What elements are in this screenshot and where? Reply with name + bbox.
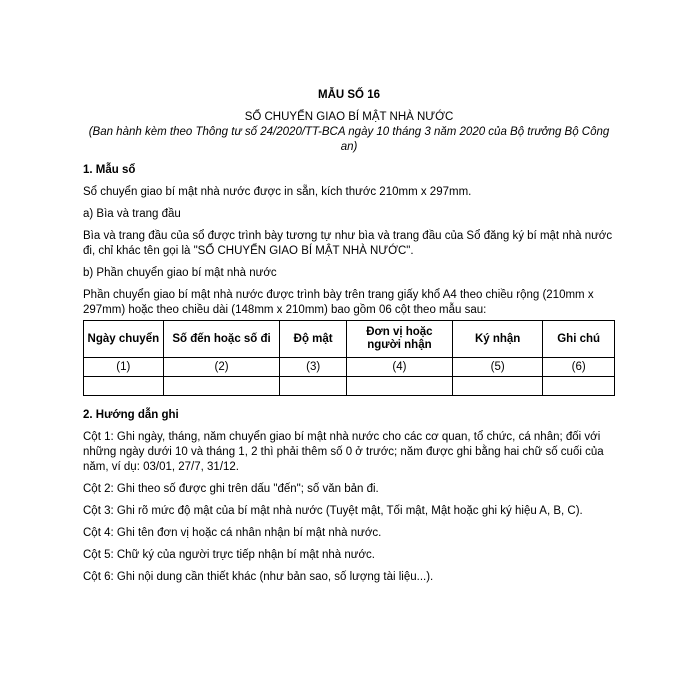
part-a-label: a) Bìa và trang đầu bbox=[83, 208, 181, 220]
table-number-cell: (1) bbox=[84, 358, 164, 377]
section1-heading: 1. Mẫu sổ bbox=[83, 164, 136, 176]
table-header-cell: Độ mật bbox=[280, 321, 346, 358]
table-number-cell: (4) bbox=[346, 358, 452, 377]
table-number-cell: (2) bbox=[163, 358, 280, 377]
document-title: SỔ CHUYỂN GIAO BÍ MẬT NHÀ NƯỚC bbox=[244, 111, 454, 123]
table-header-cell: Ngày chuyển bbox=[84, 321, 164, 358]
column-instruction: Cột 4: Ghi tên đơn vị hoặc cá nhân nhận bí mật nhà nước. bbox=[83, 527, 382, 539]
table-number-cell: (3) bbox=[280, 358, 346, 377]
table-blank-cell bbox=[84, 377, 164, 396]
table-blank-cell bbox=[453, 377, 543, 396]
table-header-cell: Ký nhận bbox=[453, 321, 543, 358]
part-b-label: b) Phần chuyển giao bí mật nhà nước bbox=[83, 267, 277, 279]
table-number-row bbox=[84, 358, 615, 377]
table-header-cell: Ghi chú bbox=[543, 321, 615, 358]
section2-heading: 2. Hướng dẫn ghi bbox=[83, 409, 179, 421]
document-page bbox=[83, 88, 615, 592]
part-a-text: Bìa và trang đầu của sổ được trình bày tương tự như bìa và trang đầu của Sổ đăng ký bí mật nhà nước đi, chỉ khác tên gọi là "SỔ CHUYỂN GIAO BÍ MẬT NHÀ NƯỚC". bbox=[83, 230, 613, 257]
column-instruction: Cột 3: Ghi rõ mức độ mật của bí mật nhà nước (Tuyệt mật, Tối mật, Mật hoặc ghi ký hiệu A, B, C). bbox=[83, 505, 583, 517]
part-b-text: Phần chuyển giao bí mật nhà nước được trình bày trên trang giấy khổ A4 theo chiều rộng (210mm x 297mm) hoặc theo chiều dài (148mm x 210mm) bao gồm 06 cột theo mẫu sau: bbox=[83, 289, 594, 316]
table-blank-cell bbox=[543, 377, 615, 396]
section1-intro: Sổ chuyển giao bí mật nhà nước được in sẵn, kích thước 210mm x 297mm. bbox=[83, 186, 472, 198]
table-blank-row bbox=[84, 377, 615, 396]
table-blank-cell bbox=[346, 377, 452, 396]
column-instruction: Cột 6: Ghi nội dung cần thiết khác (như bản sao, số lượng tài liệu...). bbox=[83, 571, 434, 583]
table-header-row bbox=[84, 321, 615, 358]
form-number: MẪU SỐ 16 bbox=[318, 89, 380, 101]
table-header-cell: Số đến hoặc số đi bbox=[163, 321, 280, 358]
table-number-cell: (5) bbox=[453, 358, 543, 377]
table-blank-cell bbox=[163, 377, 280, 396]
column-instruction: Cột 5: Chữ ký của người trực tiếp nhận bí mật nhà nước. bbox=[83, 549, 375, 561]
table-blank-cell bbox=[280, 377, 346, 396]
table-number-cell: (6) bbox=[543, 358, 615, 377]
document-subtitle: (Ban hành kèm theo Thông tư số 24/2020/TT-BCA ngày 10 tháng 3 năm 2020 của Bộ trưởng Bộ Công an) bbox=[88, 126, 610, 153]
column-instruction: Cột 2: Ghi theo số được ghi trên dấu "đến"; số văn bản đi. bbox=[83, 483, 379, 495]
table-header-cell: Đơn vị hoặc người nhận bbox=[346, 321, 452, 358]
column-instruction: Cột 1: Ghi ngày, tháng, năm chuyển giao bí mật nhà nước cho các cơ quan, tổ chức, cá nhân; đối với những ngày dưới 10 và tháng 1, 2 thì phải thêm số 0 ở trước; năm được ghi bằng hai chữ số cuối của năm, ví dụ: 03/01, 27/7, 31/12. bbox=[83, 431, 604, 473]
transfer-table bbox=[83, 320, 615, 396]
